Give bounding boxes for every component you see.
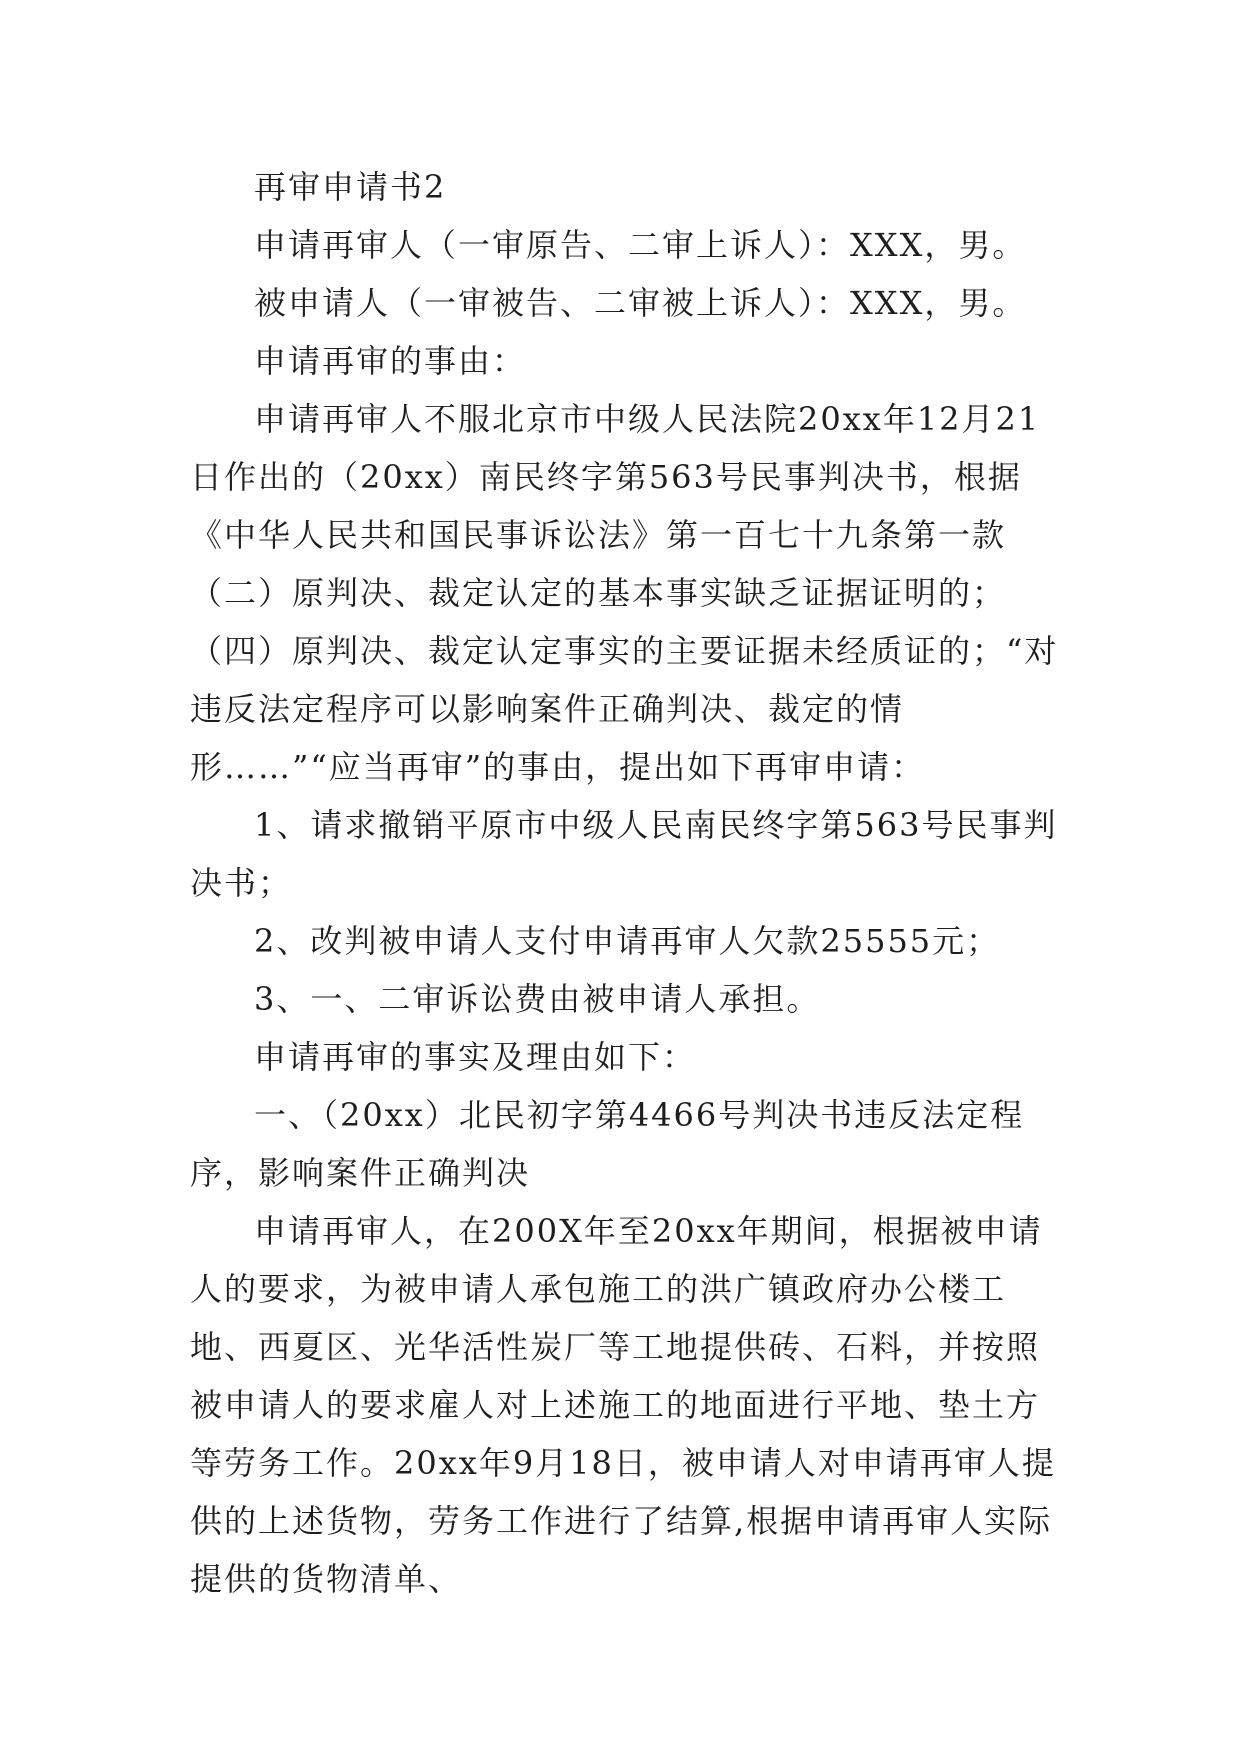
paragraph-grounds-heading: 申请再审的事由： xyxy=(254,342,527,380)
paragraph-request-2: 2、改判被申请人支付申请再审人欠款25555元； xyxy=(254,922,1001,960)
paragraph-grounds: 申请再审人不服北京市中级人民法院20xx年12月21日作出的（20xx）南民终字第563号民事判决书，根据《中华人民共和国民事诉讼法》第一百七十九条第一款（二）原判决、裁定认定的基本事实缺乏证据证明的；（四）原判决、裁定认定事实的主要证据未经质证的；“对违反法定程序可以影响案件正确判决、裁定的情形……”“应当再审”的事由，提出如下再审申请： xyxy=(190,400,1059,786)
paragraph-request-1: 1、请求撤销平原市中级人民南民终字第563号民事判决书； xyxy=(190,806,1058,902)
paragraph-facts-heading: 申请再审的事实及理由如下： xyxy=(254,1038,697,1076)
paragraph-applicant: 申请再审人（一审原告、二审上诉人）：XXX，男。 xyxy=(254,226,1027,264)
paragraph-respondent: 被申请人（一审被告、二审被上诉人）：XXX，男。 xyxy=(254,284,1027,322)
document-title: 再审申请书2 xyxy=(254,168,447,206)
paragraph-section-1-heading: 一、（20xx）北民初字第4466号判决书违反法定程序，影响案件正确判决 xyxy=(190,1096,1025,1192)
paragraph-facts-body: 申请再审人，在200X年至20xx年期间，根据被申请人的要求，为被申请人承包施工的洪广镇政府办公楼工地、西夏区、光华活性炭厂等工地提供砖、石料，并按照被申请人的要求雇人对上述施工的地面进行平地、垫土方等劳务工作。20xx年9月18日，被申请人对申请再审人提供的上述货物，劳务工作进行了结算,根据申请再审人实际提供的货物清单、 xyxy=(190,1212,1056,1598)
paragraph-request-3: 3、一、二审诉讼费由被申请人承担。 xyxy=(254,980,821,1018)
document-body xyxy=(190,158,1070,1608)
